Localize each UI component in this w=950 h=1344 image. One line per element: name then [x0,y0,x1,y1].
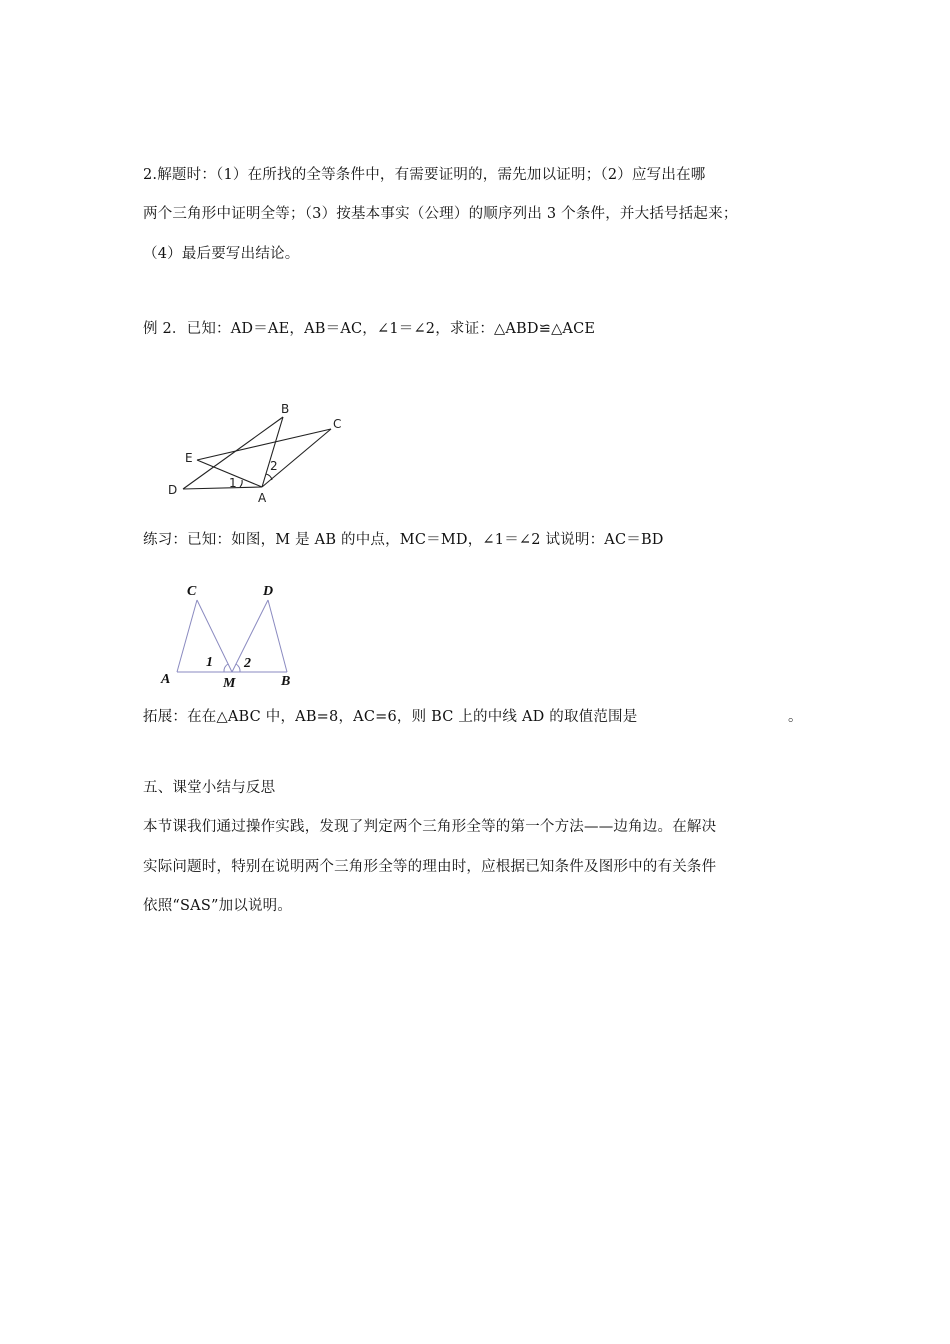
label-m: M [223,676,236,691]
angle-1-arc [240,480,242,487]
angle-1-arc [224,664,228,672]
label-angle-1: 1 [229,476,237,490]
note-line-1: 2.解题时：（1）在所找的全等条件中，有需要证明的，需先加以证明；（2）应写出在哪 [143,167,706,183]
example-2-figure [160,398,360,508]
label-angle-2: 2 [270,459,278,473]
label-c: C [333,417,342,431]
angle-2-arc [236,664,240,672]
example-2-text: 例 2．已知：AD＝AE，AB＝AC，∠1＝∠2，求证：△ABD≌△ACE [143,321,596,337]
exercise-text: 练习：已知：如图，M 是 AB 的中点，MC＝MD，∠1＝∠2 试说明：AC＝BD [143,532,664,548]
segment-cm [197,600,232,672]
note-line-3: （4）最后要写出结论。 [143,246,300,262]
label-angle-2: 2 [244,656,251,671]
label-c: C [187,584,197,599]
label-d: D [168,483,178,497]
label-b: B [281,402,290,416]
segment-ec [197,429,331,460]
label-a: A [258,491,267,505]
exercise-figure [155,578,305,691]
section-5-line-1: 本节课我们通过操作实践，发现了判定两个三角形全等的第一个方法——边角边。在解决 [143,819,717,835]
segment-db [268,600,287,672]
segment-ac [262,429,331,487]
label-e: E [185,451,193,465]
extension-text: 拓展：在在△ABC 中，AB=8，AC=6，则 BC 上的中线 AD 的取值范围是 [143,709,638,725]
segment-da [183,487,262,489]
label-d: D [263,584,274,599]
segment-ac [177,600,197,672]
extension-end-mark: 。 [788,709,803,725]
segment-ab [262,417,283,487]
section-5-line-3: 依照“SAS”加以说明。 [143,898,293,914]
section-5-heading: 五、课堂小结与反思 [143,780,276,796]
label-b: B [281,674,291,689]
label-angle-1: 1 [206,655,213,670]
section-5-line-2: 实际问题时，特别在说明两个三角形全等的理由时，应根据已知条件及图形中的有关条件 [143,859,717,875]
label-a: A [161,672,171,687]
note-line-2: 两个三角形中证明全等；（3）按基本事实（公理）的顺序列出 3 个条件，并大括号括起来； [143,206,738,222]
